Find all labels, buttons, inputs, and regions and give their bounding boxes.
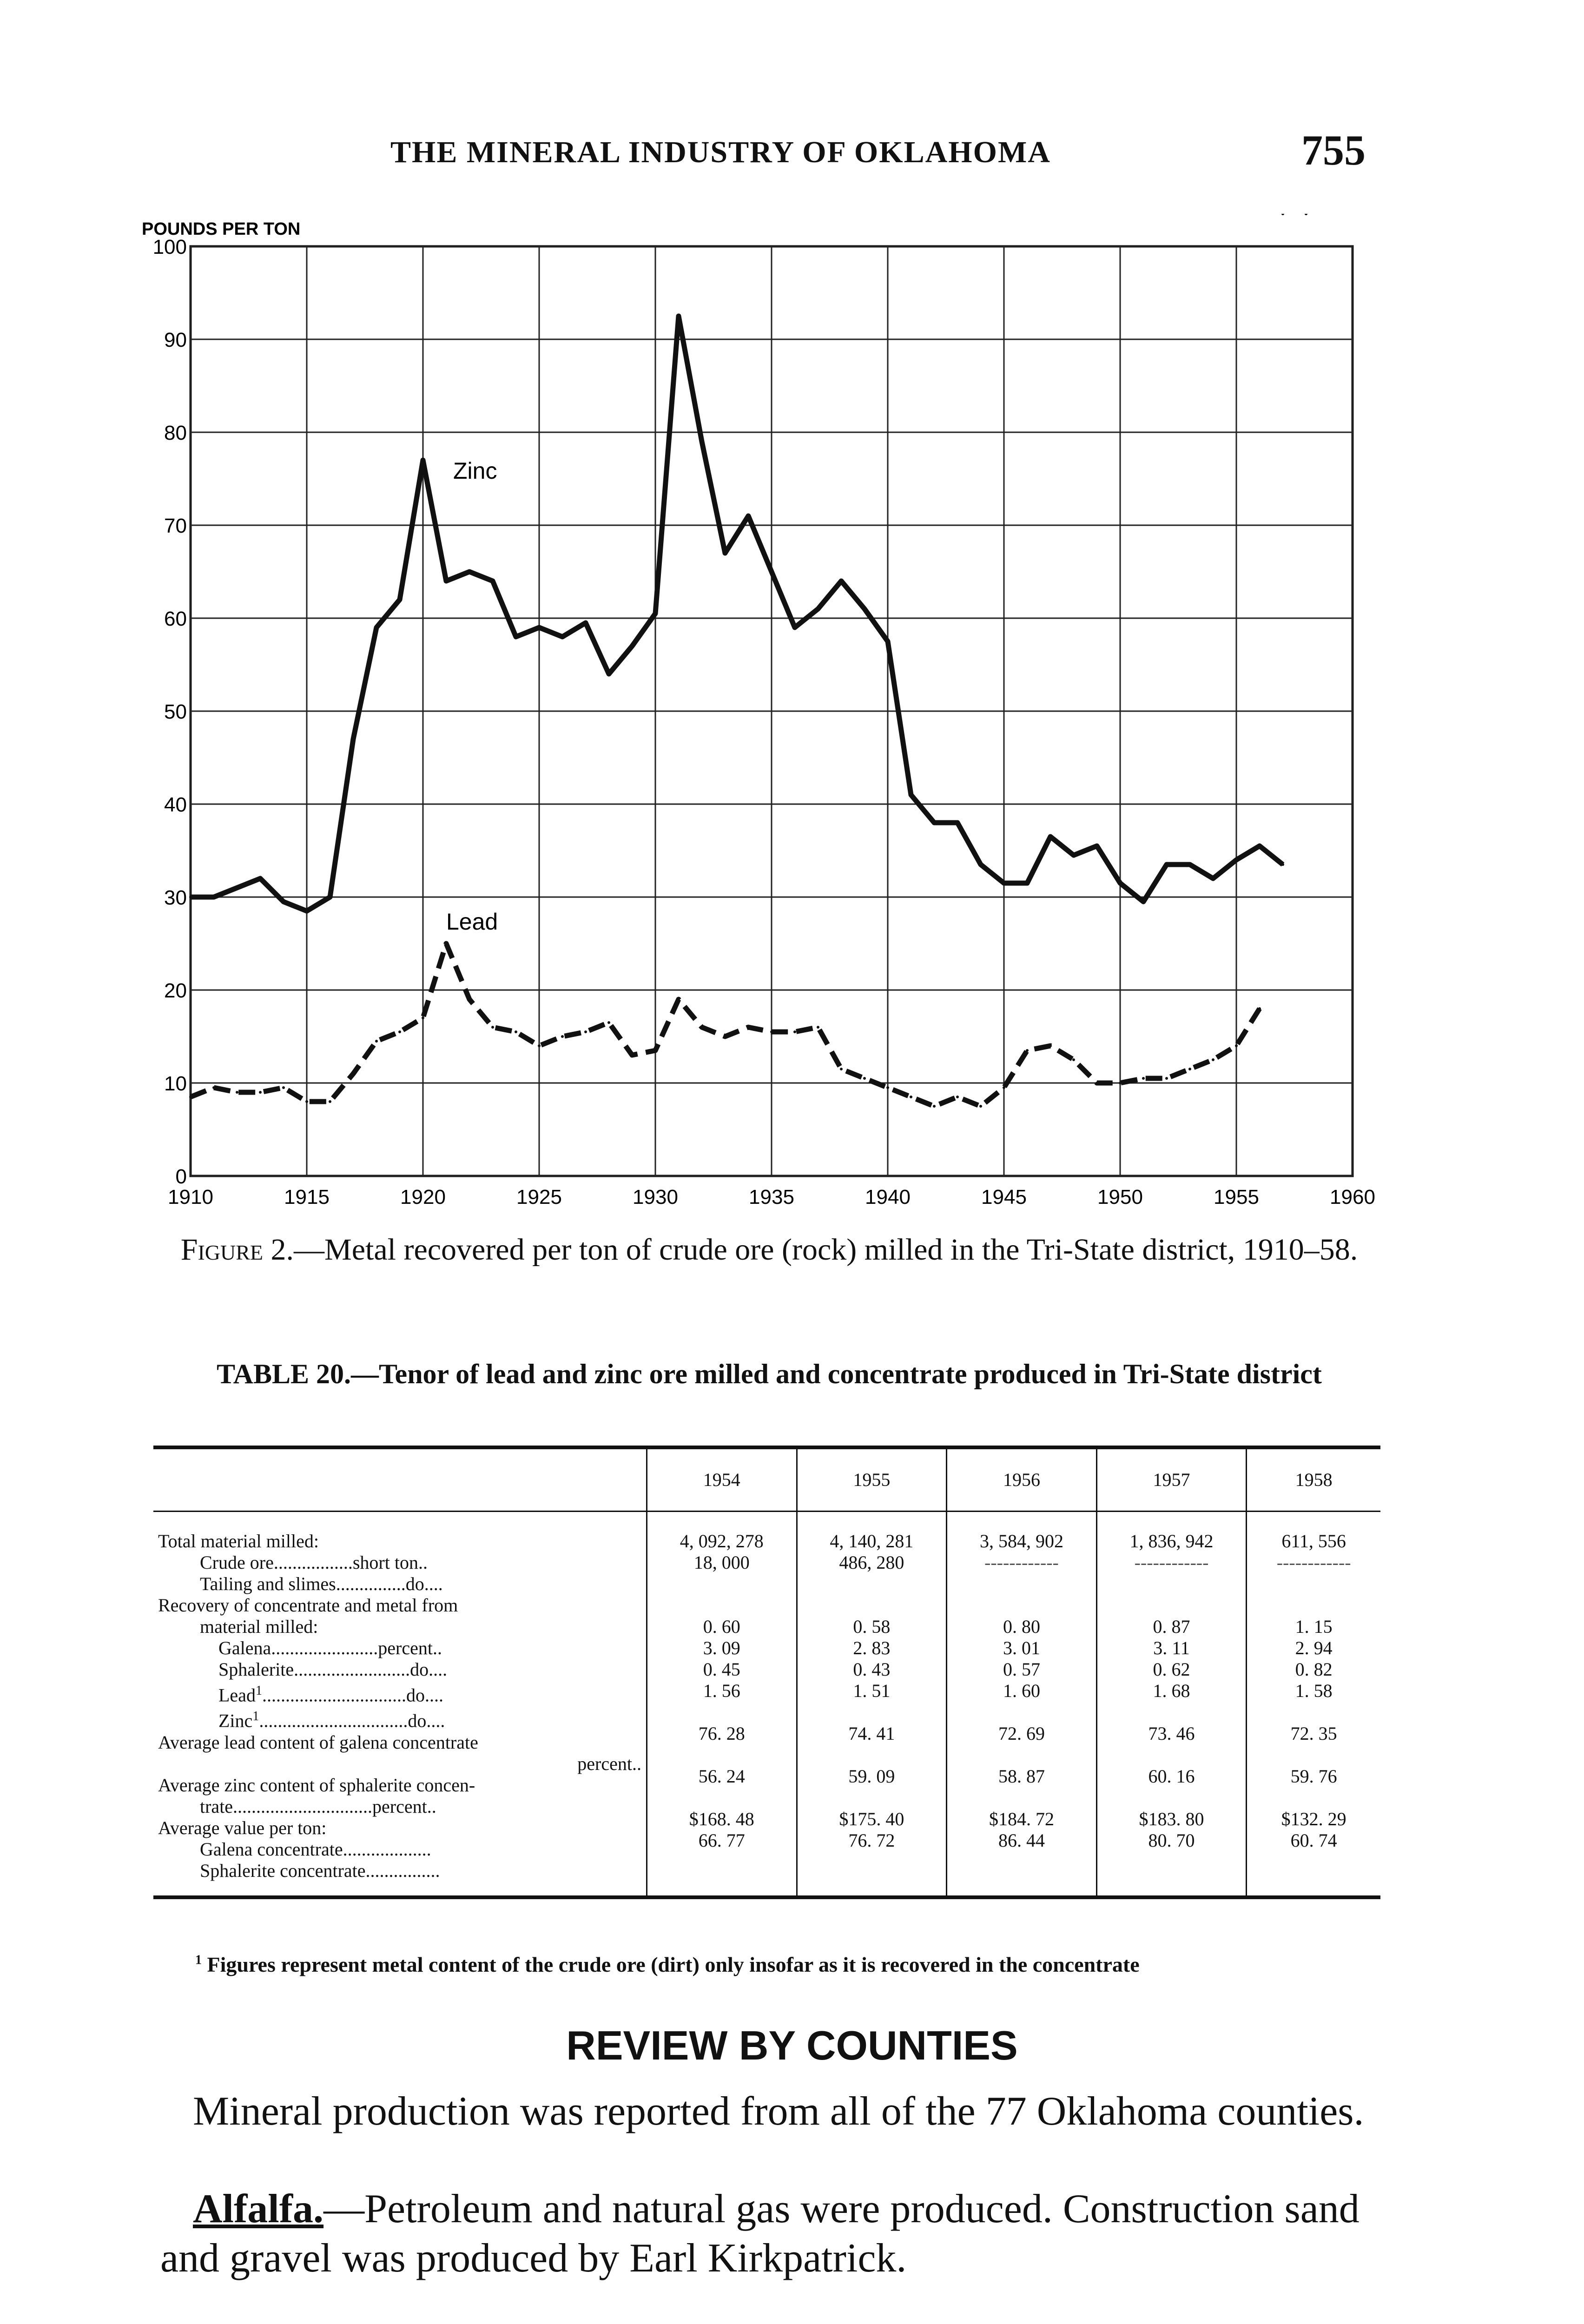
table-title: TABLE 20.—Tenor of lead and zinc ore milled and concentrate produced in Tri-State district <box>217 1359 1322 1389</box>
row-label-avg-lead-unit: percent.. <box>577 1753 641 1774</box>
data-point-zinc <box>1049 835 1052 838</box>
data-point-lead <box>1119 1082 1122 1084</box>
y-tick-label: 80 <box>164 422 187 444</box>
y-tick-label: 40 <box>164 793 187 816</box>
x-tick-label: 1930 <box>633 1186 678 1208</box>
data-point-lead <box>282 1086 285 1089</box>
figure-caption <box>153 1232 1385 1268</box>
cell-avg-lead: 74. 41 <box>848 1723 895 1744</box>
cell-zinc: 1. 56 <box>703 1680 740 1701</box>
series-label-zinc: Zinc <box>453 458 497 484</box>
x-tick-label: 1935 <box>749 1186 794 1208</box>
footnote-text: Figures represent metal content of the crude ore (dirt) only insofar as it is recovered in the concentrate <box>207 1953 1140 1976</box>
cell-galena-conc: $175. 40 <box>839 1809 904 1829</box>
cell-galena-conc: $132. 29 <box>1281 1809 1346 1829</box>
cell-lead: 0. 45 <box>703 1659 740 1680</box>
data-point-zinc <box>1119 882 1122 885</box>
cell-sphalerite-conc: 76. 72 <box>848 1830 895 1851</box>
series-line-zinc <box>191 316 1283 911</box>
y-tick-label: 10 <box>164 1072 187 1095</box>
data-point-lead <box>793 1030 796 1033</box>
data-point-zinc <box>840 580 843 582</box>
cell-tailing: ------------ <box>984 1552 1059 1573</box>
data-point-lead <box>422 1017 424 1019</box>
x-tick-label: 1920 <box>400 1186 446 1208</box>
series-line-lead <box>191 944 1260 1106</box>
y-tick-label: 60 <box>164 607 187 630</box>
data-point-lead <box>538 1044 541 1047</box>
data-point-lead <box>677 998 680 1001</box>
y-tick-label: 90 <box>164 329 187 351</box>
column-1955 <box>797 1512 947 1897</box>
x-tick-label: 1950 <box>1097 1186 1143 1208</box>
data-point-zinc <box>445 580 448 582</box>
column-header: 1954 <box>647 1447 797 1512</box>
data-point-zinc <box>329 896 331 898</box>
data-point-zinc <box>677 315 680 317</box>
county-name: Alfalfa. <box>193 2186 324 2232</box>
data-point-zinc <box>956 821 959 824</box>
y-tick-label: 30 <box>164 886 187 909</box>
cell-sphalerite: 3. 11 <box>1153 1637 1190 1658</box>
data-point-lead <box>979 1105 982 1108</box>
cell-sphalerite-conc: 80. 70 <box>1148 1830 1195 1851</box>
x-tick-label: 1910 <box>168 1186 213 1208</box>
data-point-lead <box>863 1077 866 1080</box>
y-tick-label: 50 <box>164 700 187 723</box>
table-footnote <box>195 1952 1404 1977</box>
data-point-zinc <box>1188 863 1191 866</box>
running-head <box>0 125 1584 181</box>
x-tick-label: 1960 <box>1330 1186 1375 1208</box>
data-point-lead <box>724 1035 726 1038</box>
x-tick-label: 1945 <box>981 1186 1027 1208</box>
data-point-lead <box>770 1030 773 1033</box>
figure-label: Figure 2. <box>180 1233 294 1267</box>
data-point-zinc <box>1003 882 1005 885</box>
chart-grid <box>191 246 1353 1176</box>
data-point-zinc <box>607 673 610 675</box>
paragraph-text: —Petroleum and natural gas were produced. Construction sand and gravel was produced by Earl Kirkpatrick. <box>160 2186 1360 2281</box>
data-point-lead <box>1096 1082 1098 1084</box>
footnote-marker: 1 <box>255 1684 262 1698</box>
row-label-lead <box>158 1680 641 1706</box>
data-point-lead <box>1281 214 1284 215</box>
row-label-zinc <box>158 1706 641 1731</box>
data-point-lead <box>933 1105 936 1108</box>
column-1954 <box>647 1512 797 1897</box>
data-point-zinc <box>422 459 424 462</box>
cell-lead: 0. 82 <box>1295 1659 1333 1680</box>
data-point-zinc <box>1258 845 1261 847</box>
data-point-zinc <box>1212 877 1214 880</box>
data-point-lead <box>1235 1044 1238 1047</box>
data-point-lead <box>1165 1077 1168 1080</box>
section-label-cont: material milled: <box>200 1616 318 1637</box>
figure-caption-text: —Metal recovered per ton of crude ore (rock) milled in the Tri-State district, 1910–58. <box>294 1233 1358 1267</box>
data-point-lead <box>886 1086 889 1089</box>
cell-avg-zinc: 59. 09 <box>848 1766 895 1787</box>
table-header-row <box>153 1447 1380 1512</box>
data-point-zinc <box>770 570 773 573</box>
running-title: THE MINERAL INDUSTRY OF OKLAHOMA <box>390 135 1051 169</box>
cell-avg-lead: 72. 69 <box>998 1723 1045 1744</box>
data-point-lead <box>305 1100 308 1103</box>
x-tick-label: 1915 <box>284 1186 330 1208</box>
stub-header <box>153 1447 647 1512</box>
lead-label-tail: ...............................do.... <box>262 1684 443 1706</box>
x-tick-label: 1925 <box>516 1186 562 1208</box>
data-point-lead <box>1142 1077 1145 1080</box>
data-point-lead <box>631 1054 634 1056</box>
y-axis-label: POUNDS PER TON <box>142 219 301 239</box>
data-point-lead <box>561 1035 564 1038</box>
row-labels <box>153 1512 647 1897</box>
footnote-marker: 1 <box>195 1953 202 1967</box>
row-label-avg-zinc-unit: trate..............................percent.. <box>200 1796 436 1817</box>
data-point-zinc <box>236 886 238 889</box>
y-tick-label: 20 <box>164 979 187 1002</box>
column-header: 1957 <box>1096 1447 1247 1512</box>
data-point-lead <box>1258 1007 1261 1010</box>
cell-zinc: 1. 51 <box>853 1680 891 1701</box>
data-point-zinc <box>1235 858 1238 861</box>
series-label-lead: Lead <box>446 909 498 935</box>
data-point-zinc <box>700 440 703 443</box>
data-point-lead <box>817 1026 819 1029</box>
zinc-label-text: Zinc <box>218 1710 253 1731</box>
data-point-lead <box>747 1026 750 1029</box>
data-point-lead <box>607 1021 610 1024</box>
data-point-zinc <box>259 877 262 880</box>
data-point-zinc <box>515 635 517 638</box>
cell-avg-lead: 76. 28 <box>698 1723 745 1744</box>
column-1956 <box>947 1512 1097 1897</box>
data-point-zinc <box>189 896 192 898</box>
cell-galena: 0. 58 <box>853 1616 891 1637</box>
data-point-zinc <box>863 607 866 610</box>
cell-zinc: 1. 60 <box>1003 1680 1040 1701</box>
cell-avg-zinc: 59. 76 <box>1290 1766 1337 1787</box>
y-tick-label: 70 <box>164 515 187 537</box>
data-point-zinc <box>305 910 308 912</box>
column-header: 1958 <box>1247 1447 1380 1512</box>
cell-galena-conc: $183. 80 <box>1139 1809 1204 1829</box>
row-label-crude-ore: Crude ore.................short ton.. <box>200 1552 428 1573</box>
section-label: Average value per ton: <box>158 1817 327 1838</box>
paragraph-intro: Mineral production was reported from all of the 77 Oklahoma counties. <box>193 2089 1364 2134</box>
data-point-lead <box>375 1040 378 1043</box>
data-point-lead <box>1003 1086 1005 1089</box>
cell-sphalerite: 3. 01 <box>1003 1637 1040 1658</box>
data-point-zinc <box>654 612 657 615</box>
data-point-lead <box>329 1100 331 1103</box>
cell-zinc: 1. 58 <box>1295 1680 1333 1701</box>
data-point-lead <box>584 1030 587 1033</box>
cell-crude-ore: 1, 836, 942 <box>1129 1531 1214 1552</box>
data-point-lead <box>1072 1058 1075 1061</box>
cell-avg-zinc: 58. 87 <box>998 1766 1045 1787</box>
series-zinc <box>189 214 1307 912</box>
cell-sphalerite-conc: 66. 77 <box>698 1830 745 1851</box>
data-point-zinc <box>375 626 378 629</box>
section-label: Recovery of concentrate and metal from <box>158 1595 458 1616</box>
cell-zinc: 1. 68 <box>1153 1680 1190 1701</box>
cell-sphalerite: 2. 83 <box>853 1637 891 1658</box>
cell-avg-lead: 72. 35 <box>1290 1723 1337 1744</box>
data-point-zinc <box>538 626 541 629</box>
x-tick-label: 1940 <box>865 1186 911 1208</box>
data-point-zinc <box>886 640 889 643</box>
cell-lead: 0. 57 <box>1003 1659 1040 1680</box>
y-tick-label: 0 <box>175 1165 187 1188</box>
chart-series <box>189 214 1307 1108</box>
data-point-zinc <box>1142 900 1145 903</box>
data-point-zinc <box>724 552 726 555</box>
row-label-sphalerite: Sphalerite.........................do.... <box>218 1659 448 1680</box>
paragraph-alfalfa <box>160 2185 1387 2283</box>
cell-crude-ore: 611, 556 <box>1281 1531 1346 1552</box>
cell-galena: 1. 15 <box>1295 1616 1333 1637</box>
data-point-lead <box>1305 214 1307 215</box>
zinc-label-tail: ................................do.... <box>259 1710 445 1731</box>
row-label-avg-lead: Average lead content of galena concentrate <box>158 1731 478 1753</box>
data-point-lead <box>189 1096 192 1098</box>
series-lead <box>189 214 1307 1108</box>
data-point-zinc <box>1281 863 1284 866</box>
data-point-lead <box>1212 1058 1214 1061</box>
section-heading: REVIEW BY COUNTIES <box>566 2022 1018 2068</box>
cell-avg-zinc: 60. 16 <box>1148 1766 1195 1787</box>
data-point-lead <box>1026 1049 1029 1052</box>
cell-tailing: ------------ <box>1276 1552 1351 1573</box>
table-body-row <box>153 1512 1380 1897</box>
row-label-avg-zinc: Average zinc content of sphalerite concen- <box>158 1774 475 1796</box>
cell-tailing: ------------ <box>1134 1552 1209 1573</box>
cell-crude-ore: 4, 092, 278 <box>680 1531 764 1552</box>
column-header: 1956 <box>947 1447 1097 1512</box>
cell-galena: 0. 80 <box>1003 1616 1040 1637</box>
data-point-zinc <box>561 635 564 638</box>
data-point-lead <box>654 1049 657 1052</box>
cell-crude-ore: 4, 140, 281 <box>830 1531 914 1552</box>
data-point-lead <box>259 1091 262 1094</box>
data-point-zinc <box>584 621 587 624</box>
data-point-zinc <box>1072 854 1075 857</box>
cell-galena-conc: $168. 48 <box>689 1809 754 1829</box>
cell-tailing: 18, 000 <box>693 1552 750 1573</box>
row-label-tailing: Tailing and slimes...............do.... <box>200 1573 443 1594</box>
data-point-zinc <box>817 607 819 610</box>
data-point-lead <box>468 998 471 1001</box>
data-point-zinc <box>910 793 912 796</box>
cell-galena-conc: $184. 72 <box>989 1809 1054 1829</box>
data-point-lead <box>956 1096 959 1098</box>
data-point-zinc <box>352 738 355 740</box>
metal-recovered-chart <box>139 214 1394 1218</box>
data-point-lead <box>840 1068 843 1070</box>
cell-sphalerite: 3. 09 <box>703 1637 740 1658</box>
data-point-lead <box>398 1030 401 1033</box>
cell-sphalerite-conc: 86. 44 <box>998 1830 1045 1851</box>
y-tick-label: 100 <box>152 236 187 258</box>
column-header: 1955 <box>797 1447 947 1512</box>
data-point-lead <box>212 1086 215 1089</box>
page-number: 755 <box>1301 126 1366 174</box>
data-point-zinc <box>212 896 215 898</box>
lead-label-text: Lead <box>218 1684 256 1706</box>
cell-sphalerite-conc: 60. 74 <box>1290 1830 1337 1851</box>
cell-avg-lead: 73. 46 <box>1148 1723 1195 1744</box>
row-label-sphalerite-conc: Sphalerite concentrate................ <box>200 1860 440 1881</box>
chart-axis-labels <box>142 219 1375 1208</box>
column-1957 <box>1096 1512 1247 1897</box>
data-point-zinc <box>933 821 936 824</box>
tenor-table <box>153 1446 1380 1899</box>
cell-avg-zinc: 56. 24 <box>698 1766 745 1787</box>
cell-crude-ore: 3, 584, 902 <box>979 1531 1063 1552</box>
data-point-zinc <box>1026 882 1029 885</box>
row-label-galena-conc: Galena concentrate................... <box>200 1838 431 1860</box>
row-label-galena: Galena.......................percent.. <box>218 1637 442 1658</box>
data-point-lead <box>1049 1044 1052 1047</box>
data-point-zinc <box>468 570 471 573</box>
data-point-lead <box>236 1091 238 1094</box>
data-point-zinc <box>793 626 796 629</box>
data-point-lead <box>352 1072 355 1075</box>
data-point-zinc <box>398 598 401 601</box>
data-point-lead <box>1188 1068 1191 1070</box>
cell-galena: 0. 87 <box>1153 1616 1190 1637</box>
data-point-lead <box>700 1026 703 1029</box>
data-point-zinc <box>747 515 750 517</box>
footnote-marker: 1 <box>252 1709 259 1724</box>
data-point-lead <box>515 1030 517 1033</box>
data-point-zinc <box>491 580 494 582</box>
data-point-zinc <box>1096 845 1098 847</box>
section-label: Total material milled: <box>158 1531 319 1552</box>
column-1958 <box>1247 1512 1380 1897</box>
cell-tailing: 486, 280 <box>839 1552 904 1573</box>
data-point-zinc <box>282 900 285 903</box>
data-point-lead <box>445 942 448 945</box>
data-point-zinc <box>631 645 634 647</box>
cell-lead: 0. 43 <box>853 1659 891 1680</box>
cell-galena: 0. 60 <box>703 1616 740 1637</box>
data-point-zinc <box>1165 863 1168 866</box>
data-point-lead <box>910 1096 912 1098</box>
x-tick-label: 1955 <box>1214 1186 1259 1208</box>
cell-lead: 0. 62 <box>1153 1659 1190 1680</box>
data-point-zinc <box>979 863 982 866</box>
data-point-lead <box>491 1026 494 1029</box>
cell-sphalerite: 2. 94 <box>1295 1637 1333 1658</box>
